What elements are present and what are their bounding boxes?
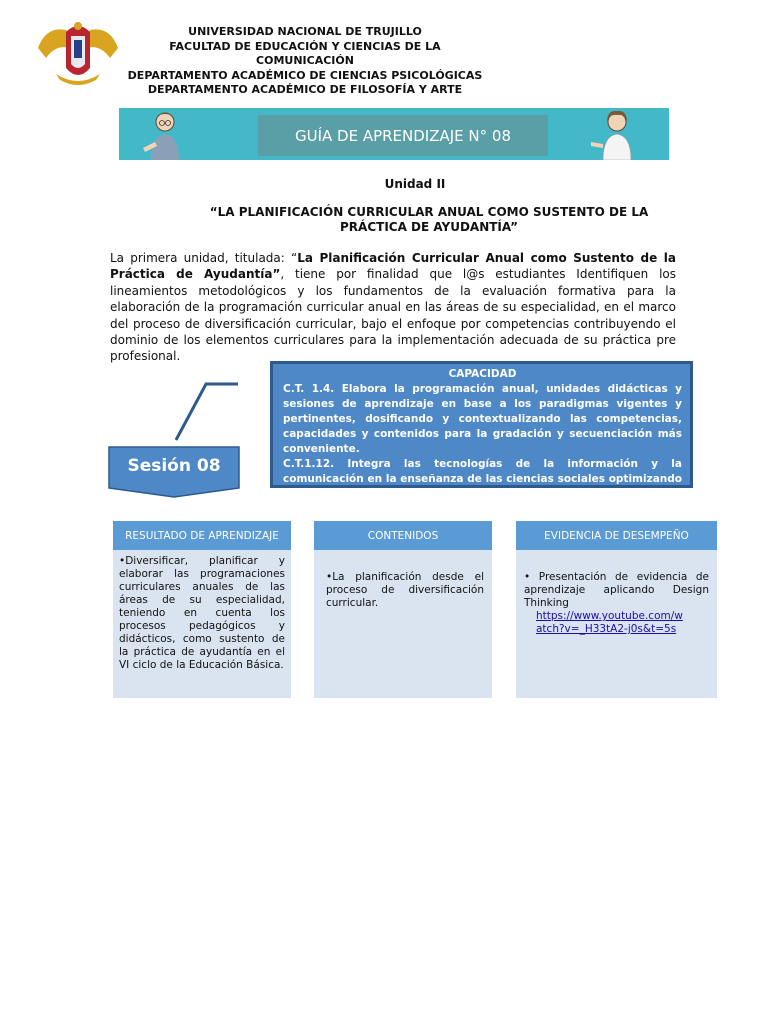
capacidad-item-2: C.T.1.12. Integra las tecnologías de la información y la comunicación en la enseñanza de las ciencias sociales optimizando su capacidad pedagógica. [283,458,682,500]
capacidad-title: CAPACIDAD [448,368,517,380]
session-label: Sesión 08 [127,456,221,476]
institution-header [120,25,490,98]
contenidos-header: CONTENIDOS [314,521,492,550]
intro-text-before: La primera unidad, titulada: “ [110,251,298,265]
contenidos-body [314,550,492,698]
contenidos-text: •La planificación desde el proceso de diversificación curricular. [326,571,484,609]
resultado-body [113,550,291,698]
evidencia-body [516,550,717,698]
evidencia-header: EVIDENCIA DE DESEMPEÑO [516,521,717,550]
connector-line [170,378,242,442]
resultado-column [113,521,291,698]
capacidad-box [270,361,693,500]
header-line-faculty: FACULTAD DE EDUCACIÓN Y CIENCIAS DE LA COMUNICACIÓN [169,39,441,67]
guide-title-box [258,115,548,156]
evidencia-video-link[interactable]: https://www.youtube.com/watch?v=_H33tA2-j0s&t=5s [536,610,683,635]
resultado-header: RESULTADO DE APRENDIZAJE [113,521,291,550]
evidencia-column [516,521,717,698]
guide-banner [119,108,669,160]
university-logo-icon [36,18,120,88]
header-line-dept-psychology: DEPARTAMENTO ACADÉMICO DE CIENCIAS PSICOLÓGICAS [127,68,483,82]
intro-text-after: , tiene por finalidad que l@s estudiantes Identifiquen los lineamientos metodológicos y los fundamentos de la evaluación formativa para la elaboración de la programación curricular anual en las áreas de su especialidad, en el marco del proceso de diversificación curricular, bajo el enfoque por competencias contribuyendo el dominio de los elementos curriculares para la implementación adecuada de su práctica pre profesional. [110,267,676,364]
header-line-dept-philosophy: DEPARTAMENTO ACADÉMICO DE FILOSOFÍA Y ARTE [147,83,463,96]
session-badge [108,446,240,498]
capacidad-item-1: C.T. 1.4. Elabora la programación anual, unidades didácticas y sesiones de aprendizaje en base a los paradigmas vigentes y pertinentes, dosificando y contextualizando las competencias, capacidades y contenidos para la gradación y secuenciación más conveniente. [283,383,682,455]
header-line-university: UNIVERSIDAD NACIONAL DE TRUJILLO [188,25,422,38]
unit-label: Unidad II [384,177,446,191]
student-figure-icon [587,108,647,160]
guide-title: GUÍA DE APRENDIZAJE N° 08 [294,126,512,145]
teacher-figure-icon [133,108,193,160]
intro-text-bold: La Planificación Curricular Anual como Sustento de la Práctica de Ayudantía” [110,251,676,282]
contenidos-column [314,521,492,698]
evidencia-text: • Presentación de evidencia de aprendizaje aplicando Design Thinking [524,571,709,609]
resultado-text: •Diversificar, planificar y elaborar las programaciones curriculares anuales de las áreas de su especialidad, teniendo en cuenta los procesos pedagógicos y didácticos, como sustento de la práctica de ayudantía en el VI ciclo de la Educación Básica. [119,555,285,671]
intro-paragraph [110,250,676,365]
unit-title: “LA PLANIFICACIÓN CURRICULAR ANUAL COMO SUSTENTO DE LA PRÁCTICA DE AYUDANTÍA” [209,205,649,234]
